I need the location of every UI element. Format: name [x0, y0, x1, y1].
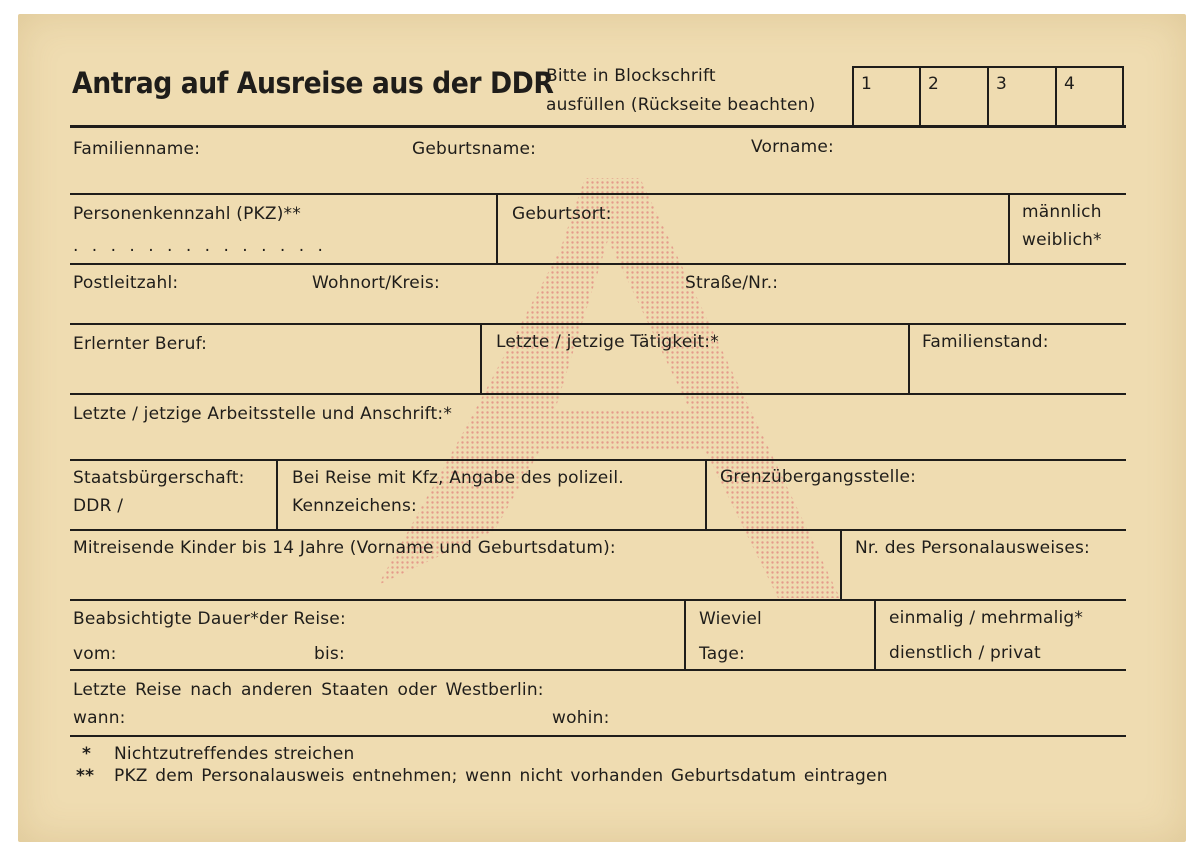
field-vom[interactable]: vom: — [73, 644, 117, 664]
field-kfz-line-1: Bei Reise mit Kfz, Angabe des polizeil. — [292, 468, 624, 488]
field-familienstand[interactable]: Familienstand: — [922, 332, 1049, 352]
field-postleitzahl[interactable]: Postleitzahl: — [73, 273, 179, 293]
field-wann[interactable]: wann: — [73, 708, 126, 728]
field-vorname[interactable]: Vorname: — [751, 137, 834, 157]
field-arbeitsstelle[interactable]: Letzte / jetzige Arbeitsstelle und Anschrift:* — [73, 404, 453, 424]
box-1[interactable]: 1 — [861, 74, 872, 94]
field-strasse[interactable]: Straße/Nr.: — [685, 273, 779, 293]
footnote-1-text: Nichtzutreffendes streichen — [114, 744, 355, 764]
field-dauer-der-reise: Beabsichtigte Dauer*der Reise: — [73, 609, 346, 629]
field-taetigkeit[interactable]: Letzte / jetzige Tätigkeit:* — [496, 332, 719, 352]
rule-7 — [70, 529, 1126, 531]
instruction-line-1: Bitte in Blockschrift — [546, 66, 716, 86]
footnote-1-mark: * — [82, 744, 92, 764]
form-title: Antrag auf Ausreise aus der DDR — [72, 66, 554, 100]
box-4[interactable]: 4 — [1064, 74, 1075, 94]
staatsbuergerschaft-ddr: DDR / — [73, 496, 124, 516]
instruction-line-2: ausfüllen (Rückseite beachten) — [546, 95, 816, 115]
rule-4 — [70, 323, 1126, 325]
box-3[interactable]: 3 — [996, 74, 1007, 94]
field-wohin[interactable]: wohin: — [552, 708, 610, 728]
field-personalausweis-nr[interactable]: Nr. des Personalausweises: — [855, 538, 1090, 558]
field-geburtsort[interactable]: Geburtsort: — [512, 204, 612, 224]
footnote-2-mark: ** — [76, 766, 95, 786]
field-familienname[interactable]: Familienname: — [73, 139, 201, 159]
field-bis[interactable]: bis: — [314, 644, 345, 664]
option-dienstlich-privat[interactable]: dienstlich / privat — [889, 643, 1041, 663]
field-pkz[interactable]: Personenkennzahl (PKZ)** — [73, 204, 301, 224]
rule-5 — [70, 393, 1126, 395]
field-geburtsname[interactable]: Geburtsname: — [412, 139, 537, 159]
pkz-dots: . . . . . . . . . . . . . . — [73, 236, 327, 256]
header-rule — [70, 125, 1126, 128]
option-maennlich[interactable]: männlich — [1022, 202, 1102, 222]
field-kfz-kennzeichen[interactable]: Kennzeichens: — [292, 496, 417, 516]
label-wieviel: Wieviel — [699, 609, 762, 629]
rule-3 — [70, 263, 1126, 265]
rule-6 — [70, 459, 1126, 461]
rule-10 — [70, 735, 1126, 737]
field-mitreisende-kinder[interactable]: Mitreisende Kinder bis 14 Jahre (Vorname und Geburtsdatum): — [73, 538, 616, 558]
field-wohnort[interactable]: Wohnort/Kreis: — [312, 273, 440, 293]
field-beruf[interactable]: Erlernter Beruf: — [73, 334, 208, 354]
footnote-2-text: PKZ dem Personalausweis entnehmen; wenn nicht vorhanden Geburtsdatum eintragen — [114, 766, 888, 786]
option-weiblich[interactable]: weiblich* — [1022, 230, 1102, 250]
rule-9 — [70, 669, 1126, 671]
option-einmalig-mehrmalig[interactable]: einmalig / mehrmalig* — [889, 608, 1084, 628]
field-tage[interactable]: Tage: — [699, 644, 745, 664]
box-2[interactable]: 2 — [928, 74, 939, 94]
field-grenzuebergangsstelle[interactable]: Grenzübergangsstelle: — [720, 467, 917, 487]
label-letzte-reise: Letzte Reise nach anderen Staaten oder Westberlin: — [73, 680, 544, 700]
rule-2 — [70, 193, 1126, 195]
field-staatsbuergerschaft[interactable]: Staatsbürgerschaft: — [73, 468, 245, 488]
rule-8 — [70, 599, 1126, 601]
